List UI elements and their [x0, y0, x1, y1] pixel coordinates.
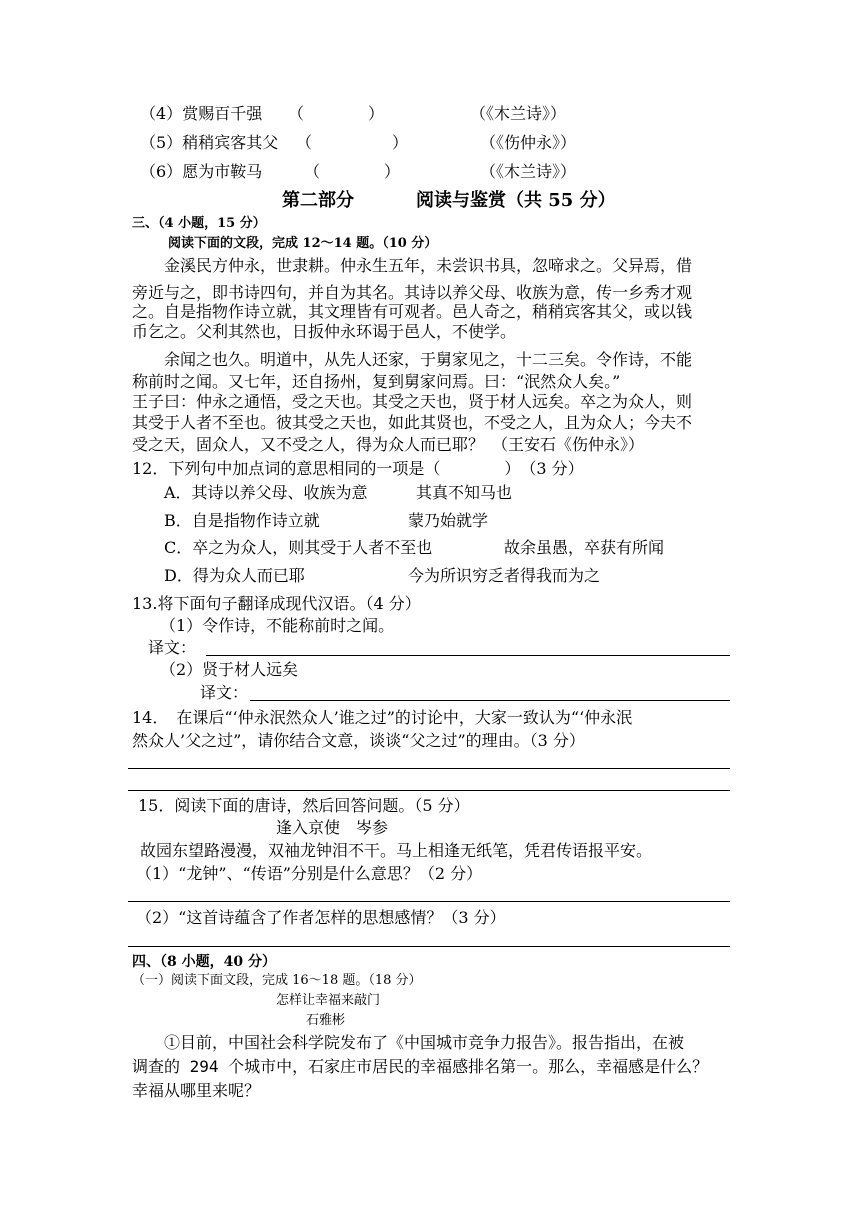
part2-subtitle: 阅读与鉴赏（共 55 分）	[416, 190, 616, 211]
section4-instruction: （一）阅读下面文段，完成 16～18 题。（18 分）	[132, 973, 422, 988]
q13-label2: 译文：	[200, 683, 249, 702]
q12-option-a: A．其诗以养父母、收族为意	[164, 483, 368, 502]
item-6	[140, 162, 262, 182]
item-4-blank[interactable]: （ ）	[288, 104, 385, 123]
poem-author: 岑参	[356, 818, 389, 837]
q13-answer-line-2[interactable]	[250, 700, 730, 701]
article-title: 怎样让幸福来敲门	[276, 993, 381, 1008]
q12-stem: 12．下列句中加点词的意思相同的一项是（ ） （3 分）	[132, 459, 584, 478]
item-4-source: （《木兰诗》）	[470, 104, 567, 123]
q12-option-b-compare: 蒙乃始就学	[408, 511, 489, 530]
q13-stem: 13.将下面句子翻译成现代汉语。（4 分）	[132, 594, 421, 613]
poem-text: 故园东望路漫漫，双袖龙钟泪不干。马上相逢无纸笔，凭君传语报平安。	[140, 841, 653, 860]
passage-line: 王子曰：仲永之通悟，受之天也。其受之天也，贤于材人远矣。卒之为众人，则	[132, 392, 693, 411]
q12-option-a-compare: 其真不知马也	[416, 483, 513, 502]
item-text: 赏赐百千强	[182, 104, 263, 123]
q12-option-b: B．自是指物作诗立就	[164, 511, 320, 530]
item-num: （6）	[140, 162, 183, 181]
passage-line: 金溪民方仲永，世隶耕。仲永生五年，未尝识书具，忽啼求之。父异焉，借	[164, 256, 693, 275]
item-num: （5）	[140, 133, 183, 152]
q12-option-c-compare: 故余虽愚，卒获有所闻	[504, 538, 665, 557]
item-5-blank[interactable]: （ ）	[296, 133, 409, 152]
item-5-source: （《伤仲永》）	[480, 133, 577, 152]
poem-title: 逢入京使	[276, 818, 341, 837]
passage-line: 受之天，固众人，又不受之人，得为众人而已耶？ （王安石《伤仲永》）	[132, 435, 645, 454]
q12-option-d-compare: 今为所识穷乏者得我而为之	[408, 566, 601, 585]
q12-option-c: C．卒之为众人，则其受于人者不至也	[164, 538, 433, 557]
q13-item2: （2）贤于材人远矣	[160, 660, 299, 679]
item-text: 稍稍宾客其父	[182, 133, 279, 152]
passage-line: 其受于人者不至也。彼其受之天也，如此其贤也，不受之人，且为众人；今夫不	[132, 413, 693, 432]
article-author: 石雅彬	[306, 1013, 346, 1028]
passage-line: 之。自是指物作诗立就，其文理皆有可观者。邑人奇之，稍稍宾客其父，或以钱	[132, 302, 693, 321]
item-num: （4）	[140, 104, 183, 123]
q15-stem: 15．阅读下面的唐诗，然后回答问题。（5 分）	[138, 796, 470, 815]
item-text: 愿为市鞍马	[182, 162, 263, 181]
article-paragraph-line: 调查的 294 个城市中，石家庄市居民的幸福感排名第一。那么，幸福感是什么？	[132, 1057, 709, 1076]
item-5	[140, 133, 278, 153]
item-6-source: （《木兰诗》）	[480, 162, 577, 181]
q13-answer-line-1[interactable]	[206, 655, 730, 656]
q15-sub2: （2）“这首诗蕴含了作者怎样的思想感情？（3 分）	[136, 908, 506, 927]
q13-label1: 译文：	[148, 638, 197, 657]
article-paragraph-line: ①目前，中国社会科学院发布了《中国城市竞争力报告》。报告指出，在被	[164, 1033, 685, 1052]
passage-line: 币乞之。父利其然也，日扳仲永环谒于邑人，不使学。	[132, 322, 517, 341]
q15-answer-line-1[interactable]	[128, 901, 730, 902]
article-paragraph-line: 幸福从哪里来呢？	[132, 1081, 261, 1100]
part2-title: 第二部分	[282, 190, 354, 211]
q15-answer-line-2[interactable]	[128, 946, 730, 947]
q13-item1: （1）令作诗，不能称前时之闻。	[160, 616, 395, 635]
q12-option-d: D．得为众人而已耶	[164, 566, 305, 585]
q14-answer-line-2[interactable]	[128, 790, 730, 791]
q14-answer-line-1[interactable]	[128, 768, 730, 769]
passage-line: 余闻之也久。明道中，从先人还家，于舅家见之，十二三矣。令作诗，不能	[164, 350, 693, 369]
section4-header: 四、（8 小题，40 分）	[132, 954, 276, 970]
passage-line: 旁近与之，即书诗四句，并自为其名。其诗以养父母、收族为意，传一乡秀才观	[132, 283, 693, 302]
section3-instruction: 阅读下面的文段，完成 12～14 题。（10 分）	[168, 236, 438, 251]
item-6-blank[interactable]: （ ）	[304, 162, 401, 181]
q14-line2: 然众人’父之过”，请你结合文意，谈谈“父之过”的理由。（3 分）	[132, 731, 585, 750]
section3-header: 三、（4 小题，15 分）	[132, 216, 266, 231]
item-4	[140, 104, 262, 124]
q15-sub1: （1）“龙钟”、“传语”分别是什么意思？（2 分）	[136, 864, 483, 883]
q14-line1: 14． 在课后“‘仲永泯然众人’谁之过”的讨论中，大家一致认为“‘仲永泯	[132, 708, 633, 727]
passage-line: 称前时之闻。又七年，还自扬州，复到舅家问焉。曰：“泯然众人矣。”	[132, 372, 621, 391]
